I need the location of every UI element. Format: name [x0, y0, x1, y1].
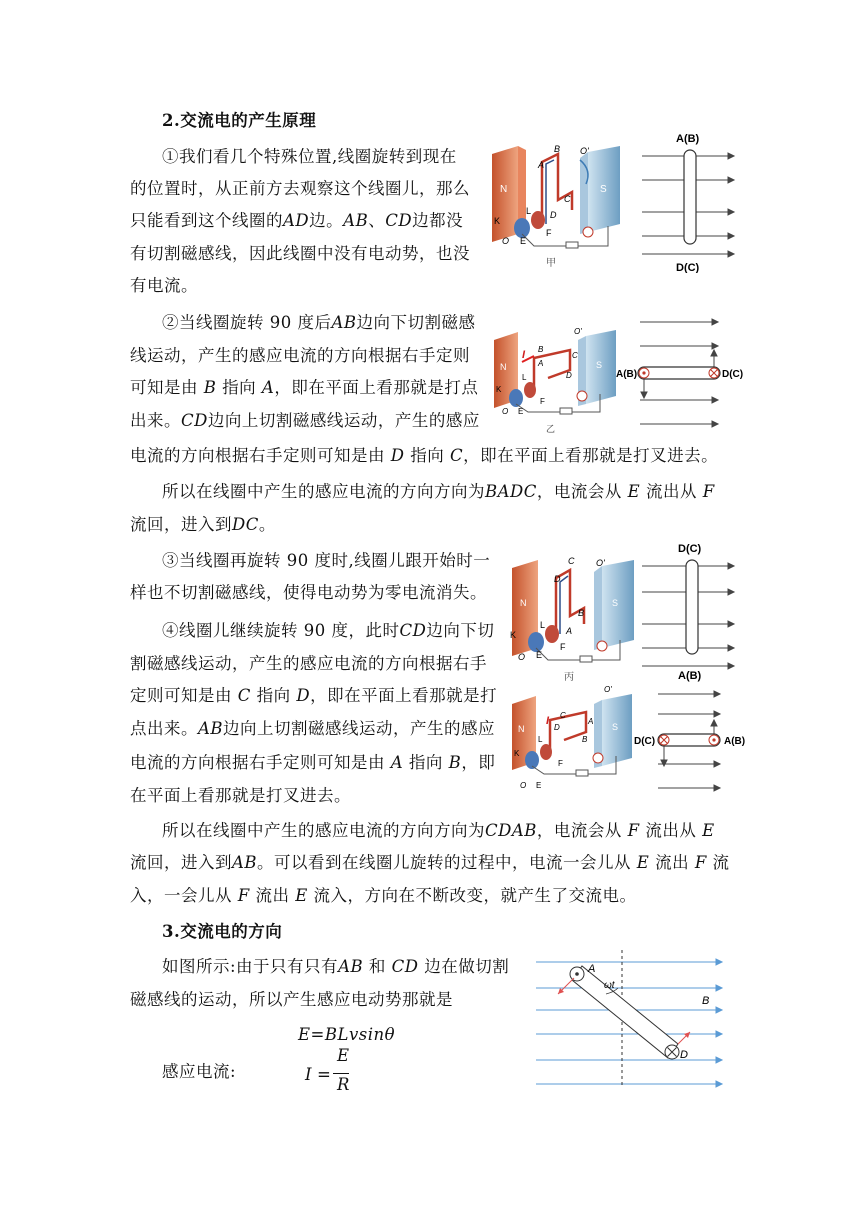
field-b-label: B	[702, 995, 710, 1007]
top-label: A(B)	[676, 133, 700, 145]
label-l: L	[540, 620, 546, 630]
current-i-label: I	[522, 349, 526, 361]
label-l: L	[526, 206, 532, 216]
figure-yi-apparatus	[490, 318, 620, 436]
label-b: B	[582, 735, 588, 744]
label-c: C	[568, 556, 575, 566]
label-l: L	[522, 373, 527, 382]
figure-ding-apparatus	[508, 684, 638, 794]
label-d: D	[566, 371, 572, 380]
label-e: E	[520, 236, 527, 246]
label-f: F	[558, 759, 563, 768]
left-label: D(C)	[634, 736, 656, 747]
figure-direction-diagram	[532, 948, 732, 1092]
label-d: D	[550, 210, 557, 220]
label-c: C	[572, 351, 578, 360]
label-b: B	[538, 345, 544, 354]
right-label: D(C)	[722, 369, 744, 380]
magnet-n-label: N	[500, 362, 507, 372]
label-a: A	[588, 717, 594, 726]
label-b: B	[578, 608, 585, 618]
label-d: D	[554, 574, 561, 584]
figure-jia-apparatus	[488, 138, 626, 273]
magnet-s-label: S	[612, 722, 619, 732]
label-k: K	[496, 385, 502, 394]
magnet-n-label: N	[520, 598, 527, 608]
label-o-prime: O'	[574, 327, 582, 336]
label-k: K	[494, 216, 501, 226]
figure-caption-yi: 乙	[546, 424, 556, 434]
figure-bing-apparatus	[508, 548, 638, 684]
label-e: E	[536, 650, 543, 660]
label-o: O	[502, 407, 509, 416]
label-d: D	[554, 723, 560, 732]
figure-bing-topview	[634, 538, 744, 682]
figure-caption-bing: 丙	[564, 672, 574, 683]
label-o: O	[520, 781, 527, 790]
label-o: O	[518, 652, 526, 662]
formula-current: I = E R	[305, 1046, 350, 1094]
label-k: K	[510, 630, 517, 640]
formula-emf: E=BLvsinθ	[298, 1025, 396, 1044]
magnet-n-label: N	[518, 724, 525, 734]
current-i-label: I	[546, 715, 550, 727]
section-3-heading: 3.交流电的方向	[162, 922, 283, 941]
left-label: A(B)	[616, 369, 638, 380]
label-c: C	[560, 711, 566, 720]
current-label: 感应电流:	[162, 1062, 237, 1081]
section-2-heading: 2.交流电的产生原理	[162, 111, 317, 130]
figure-ding-topview	[634, 684, 754, 798]
label-a: A	[566, 626, 573, 636]
figure-caption-jia: 甲	[546, 258, 556, 269]
label-b: B	[554, 144, 561, 154]
label-o-prime: O'	[604, 685, 612, 694]
label-o: O	[502, 236, 510, 246]
label-f: F	[546, 228, 552, 238]
point-d-label: D	[680, 1049, 688, 1061]
bottom-label: D(C)	[676, 262, 700, 273]
figure-yi-topview	[614, 310, 754, 436]
top-label: D(C)	[678, 543, 702, 555]
magnet-s-label: S	[612, 598, 619, 608]
magnet-s-label: S	[600, 184, 607, 195]
label-l: L	[538, 735, 543, 744]
figure-jia-topview	[634, 128, 744, 273]
right-label: A(B)	[724, 736, 746, 747]
label-k: K	[514, 749, 520, 758]
label-f: F	[540, 397, 545, 406]
angle-label: ωt	[604, 980, 615, 991]
label-o-prime: O'	[580, 146, 589, 156]
magnet-n-label: N	[500, 184, 508, 195]
label-a: A	[538, 359, 544, 368]
label-f: F	[560, 642, 566, 652]
label-o-prime: O'	[596, 558, 605, 568]
label-e: E	[518, 407, 524, 416]
point-a-label: A	[588, 963, 596, 975]
magnet-s-label: S	[596, 360, 603, 370]
label-e: E	[536, 781, 542, 790]
bottom-label: A(B)	[678, 670, 702, 682]
label-a: A	[538, 160, 545, 170]
label-c: C	[564, 194, 571, 204]
